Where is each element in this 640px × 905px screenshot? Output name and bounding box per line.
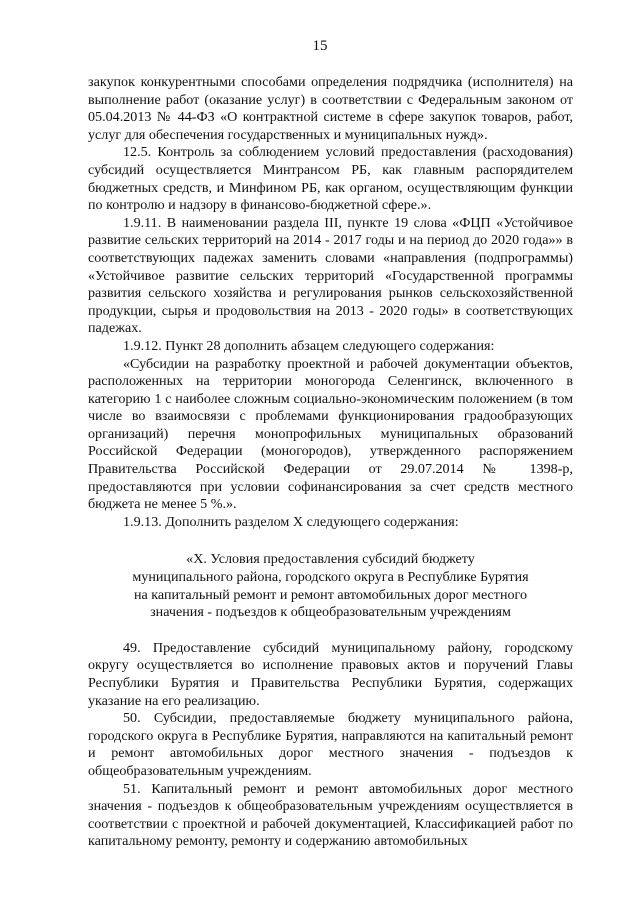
paragraph-50: 50. Субсидии, предоставляемые бюджету муниципального района, городского округа в Республике Бурятия, направляются на капитальный ремонт и ремонт автомобильных дорог местного значения - подъездов к общеобразовательным учреждениям. bbox=[88, 710, 573, 779]
page-number: 15 bbox=[312, 38, 328, 54]
paragraph-12-5: 12.5. Контроль за соблюдением условий предоставления (расходования) субсидий осуществляется Минтрансом РБ, как главным распорядителем бюджетных средств, и Минфином РБ, как органом, осуществляющим функции по контролю и надзору в финансово-бюджетной сфере.». bbox=[88, 144, 573, 214]
section-heading-line: муниципального района, городского округа в Республике Бурятия bbox=[132, 569, 529, 586]
paragraph-1-9-12: 1.9.12. Пункт 28 дополнить абзацем следующего содержания: bbox=[123, 337, 495, 354]
paragraphs-top bbox=[88, 74, 573, 531]
section-heading-line: на капитальный ремонт и ремонт автомобильных дорог местного bbox=[133, 586, 528, 603]
paragraph-1-9-13: 1.9.13. Дополнить разделом X следующего содержания: bbox=[123, 513, 459, 530]
paragraph-1-9-11: 1.9.11. В наименовании раздела III, пункте 19 слова «ФЦП «Устойчивое развитие сельских территорий на 2014 - 2017 годы и на период до 2020 года»» в соответствующих падежах заменить словами «направления (подпрограммы) «Устойчивое развитие сельских территорий «Государственной программы развития сельского хозяйства и регулирования рынков сельскохозяйственной продукции, сырья и продовольствия на 2013 - 2020 годы» в соответствующих падежах. bbox=[88, 214, 573, 337]
section-heading-line: значения - подъездов к общеобразовательным учреждениям bbox=[150, 604, 511, 621]
paragraphs-bottom bbox=[88, 640, 573, 851]
paragraph-continuation: закупок конкурентными способами определения подрядчика (исполнителя) на выполнение работ (оказание услуг) в соответствии с Федеральным законом от 05.04.2013 № 44-ФЗ «О контрактной системе в сфере закупок товаров, работ, услуг для обеспечения государственных и муниципальных нужд». bbox=[88, 74, 573, 143]
section-heading bbox=[88, 551, 573, 621]
section-heading-line: «X. Условия предоставления субсидий бюджету bbox=[186, 551, 475, 568]
paragraph-49: 49. Предоставление субсидий муниципальному району, городскому округу осуществляется во исполнение правовых актов и поручений Главы Республики Бурятия и Правительства Республики Бурятия, содержащих указание на его реализацию. bbox=[88, 639, 573, 709]
paragraph-51: 51. Капитальный ремонт и ремонт автомобильных дорог местного значения - подъездов к общеобразовательным учреждениям осуществляется в соответствии с проектной и рабочей документацией, Классификацией работ по капитальному ремонту, ремонту и содержанию автомобильных bbox=[88, 780, 573, 850]
paragraph-subsidy: «Субсидии на разработку проектной и рабочей документации объектов, расположенных на территории моногорода Селенгинск, включенного в категорию 1 с наиболее сложным социально-экономическим положением (в том числе во взаимосвязи с проблемами функционирования градообразующих организаций) перечня монопрофильных муниципальных образований Российской Федерации (моногородов), утвержденного распоряжением Правительства Российской Федерации от 29.07.2014 № 1398-р, предоставляются при условии софинансирования за счет средств местного бюджета не менее 5 %.». bbox=[88, 355, 573, 513]
document-body bbox=[88, 74, 573, 851]
